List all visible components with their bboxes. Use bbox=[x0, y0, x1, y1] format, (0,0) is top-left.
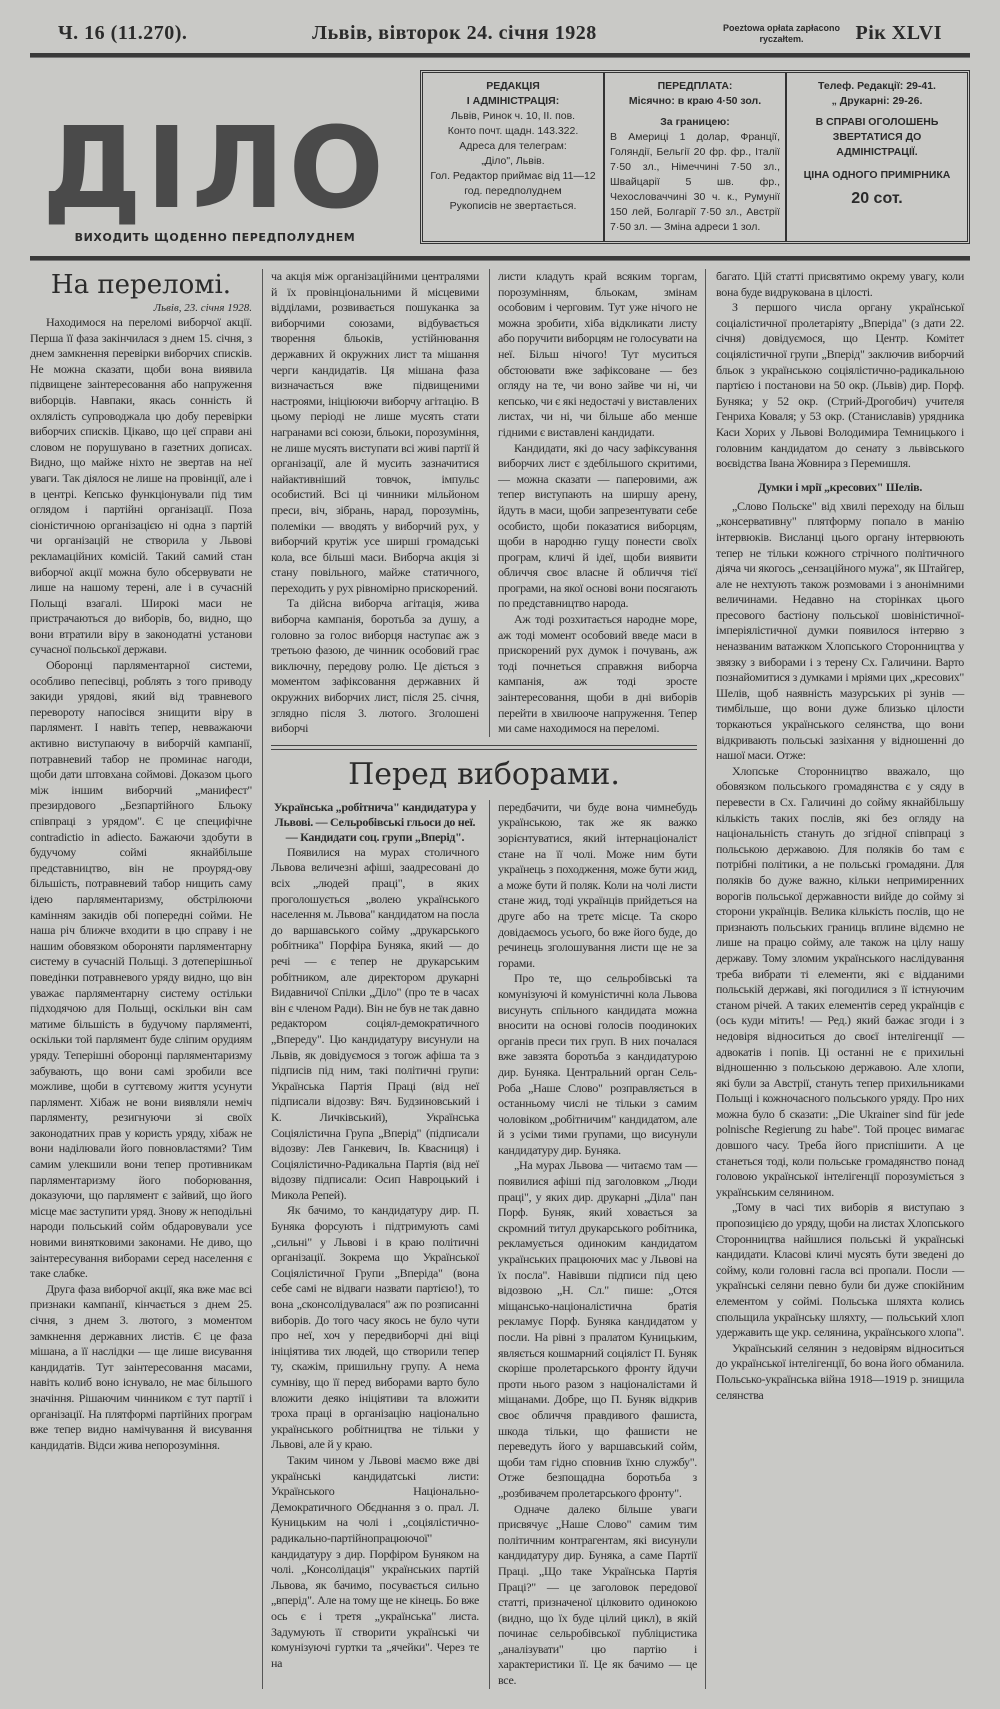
article-body bbox=[30, 315, 252, 1453]
editorial-account: Конто почт. щадн. 143.322. bbox=[447, 125, 579, 137]
column-3-bottom bbox=[489, 800, 697, 1689]
article-title: На переломі. bbox=[50, 270, 232, 300]
paragraph: Кандидати, які до часу зафіксування виборчих лист є здебільшого скритими, — можна сказати — паперовими, аж тепер виступають на ширшу арену, йдуть в маси, щоби запрезентувати себе особисто, щоби показатися виборцям, щоби в народню гущу понести своїх програм, кличі й ідеї, щоби виявити обличчя своє власне й обличчя тієї програми, на якої основі вони посягають по представництво народа. bbox=[498, 440, 697, 611]
newspaper-logo: ДІЛО bbox=[42, 104, 388, 234]
article2-subhead: Українська „робітнича" кандидатура у Львові. — Сельробівські гльоси до неї. — Кандидати соц. групи „Вперід". bbox=[273, 799, 477, 844]
dateline: Львів, вівторок 24. січня 1928 bbox=[312, 22, 597, 44]
masthead-rule bbox=[30, 53, 970, 58]
topline-right bbox=[722, 22, 942, 45]
column-3-top bbox=[489, 269, 697, 737]
paragraph: Появилися на мурах столичного Львова величезні афіші, заадресовані до всіх „людей праці", в яких проголошується „волею українського населення м. Львова" кандидатом на посла до варшавського сойму „друкарського робітника" Порфіра Буняка, який — до речі — є тепер не друкарським робітником, але директором друкарні Видавничої Спілки „Діло" (про те в часах він є членом Ради). Він не був не так давно редактором соціял-демократичного „Впереду". Цю кандидатуру висунули на Львів, як довідуємося з тогож афіша та з підписів під ним, такі політичні групи: Українська Партія Праці (від неї підписали відозву: Вяч. Будзиновський і К. Личківський), Українська Соціялістична Група „Вперід" (підписали відозву: Лев Ганкевич, Ів. Квасниця) і Соціялістично-Радикальна Партія (від неї відозву підписали: Осип Навроцький і Микола Репей). bbox=[271, 844, 479, 1202]
paragraph: Аж тоді розхитається народне море, аж тоді момент особовий введе маси в прискорений рух думок і почувань, аж тоді почнеться справжня виборча кампанія, аж тоді зросте заінтересовання, щоби в дні виборів перейти в хвилюоче напруження. Тепер ми саме находимося на переломі. bbox=[498, 612, 697, 736]
paragraph: „На мурах Львова — читаємо там — появилися афіші під заголовком „Люди праці", у яких дир. друкарні „Діла" пан Порф. Буняк, який ховається за скромний титул друкарського робітника, рекламується одиноким кандидатом українських працюючих мас у Львові на їх посла". Навівши підписи під цею відозвою „Н. Сл." пише: „Отся міщансько-націоналістична братія рекламує Порф. Буняка кандидатом у посли. На рівні з пралатом Куницьким, являється кошмарний соціяліст П. Буняк скоріше пролетарського фронту йдучи проти нього разом з націоналістами й міщанами. Добре, що П. Буняк відкрив своє обличчя правдивого фашиста, шкода тільки, що фашисти не переведуть його у варшавський сойм, щоби там гідно сповнив їхню службу". Отже безпощадна боротьба з „розбивачем пролетарського фронту". bbox=[498, 1158, 697, 1500]
paragraph: Про те, що сельробівські та комунізуючі й комуністичні кола Львова висунуть спільного кандидата можна вносити на основі голосів поодиноких органів преси тих груп. В них почалася вже завзята боротьба з кандидатурою дир. Буняка. Центральний орган Сель-Роба „Наше Слово" розправляється в останньому числі не тільки з самим чоловіком „робітничим" кандидатом, але й з усіми тими групами, що висунули кандидатуру дир. Буняка. bbox=[498, 971, 697, 1157]
paragraph: Хлопське Сторонництво вважало, що обовязком польського громадянства є у сяду в перевести в Сх. Галичині до сойму якнайбільшу кількість таких послів, які без огляду на національність стануть до згідної співпраці з польською державою. Для поляків бо там є потрібні політики, а не польські громадяни. Для поляків бо дуже важно, кільки непримиренних ворогів польської державности вийде до сойму зі сторони українців. Велика кількість послів, що не признають польських границь вплине відємно не лише на працю сойму, але також на цілу нашу державу. Тому зломим українського наслідування треба вибрати ті елементи, які є відданими польській державі, які погодилися з її істнуючим станом річей. А таких елементів серед українців є (ось куди мітить! — Ред.) який бажає згоди і з недовіря відноситься до своєї інтелігенції — адвокатів і попів. Ці останні не є прихильні відношенню з польською державою. Але хлопи, які були за Австрії, стануть тепер прихильниками Польщі і кожночасного польського уряду. Про них можна було б сказати: „Die Ukrainer sind für jede polnische Regierung zu habe". Той процес вимагає довшого часу. Треба його приспішити. А це станеться тоді, коли польське громадянство понад головою української інтелігенції порозуміється з українським селянином. bbox=[716, 763, 964, 1199]
paragraph: ча акція між організаційними централями й їх провінціональними й місцевими відділами, розвивається пошуканка за виборчими союзами, відбувається творення бльоків, устійнювання державних й окружних лист та мішання черги кандидатів. Ця мішана фаза визначається вже підвищеними настроями, ініціюючи виборчу агітацію. В цьому періоді не лише мусять стати награнами всі союзи, бльоки, порозуміння, не лише мусять виступати всі живі партії й організації, але й мусить зазначитися найактивніший товчок, імпульс особистий. Всі ці чинники мільйоном преси, віч, зібрань, нарад, порозумінь, полеміки — вводять у виборчий рух, у виборчий крутіж усе ширші громадські кола, все більші маси. Виборча акція зі стану повільного, майже статичного, переходить у рух рівномірно прискорений. bbox=[271, 269, 479, 595]
tagline: ВИХОДИТЬ ЩОДЕННО ПЕРЕДПОЛУДНЕМ bbox=[74, 231, 356, 244]
subscription-heading: ПЕРЕДПЛАТА: bbox=[657, 80, 733, 92]
paragraph: багато. Цій статті присвятимо окрему увагу, коли вона буде видрукована в цілості. bbox=[716, 269, 964, 299]
abroad-prices: В Америці 1 долар, Франції, Голяндії, Бельгії 20 фр. фр., Італії 7·50 зл., Німеччині 7·50 зл., Швайцарії 5 шв. фр., Чехословаччині 30 ч. к., Румунії 150 лей, Болгарії 7·50 зл., Австрії 7·50 зл. — Зміна адреси 1 зол. bbox=[610, 131, 780, 233]
subscription-monthly: Місячно: в краю 4·50 зол. bbox=[628, 95, 762, 107]
telegram-label: Адреса для телеграм: bbox=[459, 140, 567, 152]
paragraph: „Тому в часі тих виборів я виступаю з пропозицією до уряду, щоби на листах Хлопського Сторонництва найшлися польські й українські кандидати. Класові кличі мусять бути зведені до сойму, коли головні гасла всі пропали. Посли — українські селяни певно були би дуже спокійним елементом у соймі. Польська шляхта колись спольщила українську шляхту, — польський хлоп удержавить ще укр. селянина, українського хлопа". bbox=[716, 1200, 964, 1340]
postage-note: Poeztowa opłata zapłacono ryczałtem. bbox=[722, 22, 841, 44]
section-rule bbox=[271, 745, 697, 750]
middle-columns bbox=[262, 269, 706, 1689]
middle-bottom bbox=[271, 800, 697, 1689]
middle-top bbox=[271, 269, 697, 737]
subscription-info bbox=[605, 73, 787, 241]
masthead-topline bbox=[30, 22, 970, 45]
editorial-info bbox=[423, 73, 605, 241]
editorial-heading2: І АДМІНІСТРАЦІЯ: bbox=[466, 95, 560, 107]
paragraph: Та дійсна виборча агітація, жива виборча кампанія, боротьба за душу, а головно за голос виборця наступає аж з третьою фазою, де чинник особовий грає виключну, передову ролю. Це діється з моментом зафіксовання державних й окружних виборчих лист, після 25. січня, зглядно після 3. лютого. Зголошені виборчі bbox=[271, 596, 479, 736]
paragraph: передбачити, чи буде вона чимнебудь українською, так же як важко зорієнтуватися, який інтернаціоналіст стане на її чолі. Може ним бути українець з походження, може бути жид, а може бути й поляк. Коли на чолі листи стане жид, тоді українців прийдеться на друге або на третє місце. Та скоро довідаємось усього, бо вже його буде, до речинець зголошування листи ще не за горами. bbox=[498, 799, 697, 970]
editorial-heading: РЕДАКЦІЯ bbox=[486, 80, 540, 92]
page-body bbox=[30, 269, 970, 1689]
header-bottom-rule bbox=[30, 256, 970, 261]
manuscripts-note: Рукописів не звертається. bbox=[449, 200, 577, 212]
editorial-address: Львів, Ринок ч. 10, II. пов. bbox=[450, 110, 576, 122]
paragraph: Оборонці парляментарної системи, особливо пепесівці, роблять з того приводу закиди урядові, який від травневого перевороту напосівся знищити віру в парлямент. І навіть тепер, невважаючи активно виступаючу в виборчій кампанії, потравневий табор не проминає нагоди, щоби дати штовхана соймові. Доказом цього між іншим виборчий „манифест" презирдового „Безпартійного Бльоку співпраці з урядом". Є це специфічне contradictio in adiecto. Бажаючи здобути в будучому соймі якнайбільше представництво, він не проуряд-ову більшість, потравневий табор нищить саму ідею парляментаризму, обстрілюючи камінням закидів обі попередні сойми. Не наша річ ближче входити в цю справу і не нашим обовязком обороняти парляментарну систему в сучасній Польщі. З дотеперішньої поведінки потравневого уряду видно, що він уважає парляментарну систему остільки підходячою для Польщі, оскільки він сам матиме більшість в будучому парляменті, оскільки той парлямент буде сліпим орудиям уряду. Теперішні оборонці парляментаризму забувають, що вони самі зробили все можливе, щоби в суттєвому життя усунути парлямент. Хібаж не вони виявляли неміч парляменту, резигнуючи зі своїх законодатних прав у користь уряду, хібаж не вони наділювали його повновластями? Тим самим улекшили вони тепер противникам парляментаризму його поборювання, доказуючи, що парлямент є зайвий, що його місце має заступити уряд. Знову ж неподільні народи польський сойм обдаровували усе новими винятковими законами. Не диво, що заінтересування виборами серед населення є таке слабке. bbox=[30, 658, 252, 1281]
phone-press: „ Друкарні: 29-26. bbox=[831, 95, 923, 107]
paragraph: Таким чином у Львові маємо вже дві українські кандидатські листи: Українського Національно-Демократичного Обєднання з о. прал. Л. Куницьким на чолі і „соціялістично-радикально-партійнопрацюючої" кандидатуру з дир. Порфіром Буняком на чолі. „Консолідація" українських партій Львова, як бачимо, посувається сильно „вперід". Але на тому ще не кінець. Бо вже ось є і третя „українська" листа. Задумують її створити українські чи комунізуючі гуртки та „ячейки". Через те на bbox=[271, 1452, 479, 1670]
column-4 bbox=[716, 269, 964, 1689]
paragraph: Одначе далеко більше уваги присвячує „Наше Слово" самим тим політичним контрагентам, які висунули кандидатуру дир. Буняка, а саме Партії Праці. „Що таке Українська Партія Праці?" — це заголовок передової статті, призначеної цілковито одинокою (видно, що їх буде цілий цикл), в якій починає сельробівської публіцистика „аналізувати" цю партію і характеристики її. Це як бачимо — це все. bbox=[498, 1501, 697, 1688]
column-2-top bbox=[271, 269, 479, 737]
paragraph: Друга фаза виборчої акції, яка вже має всі признаки кампанії, кінчається з днем 25. січня, з днем 3. лютого, з моментом замкнення державних листів. Є це фаза мішана, а її наслідки — ще лише висування кандидатів. Тут заінтересовання масами, навіть колиб воно існувало, не має більшого значіння. Рішаючим чинником є тут партії і організації. На плятформі партійних програм вже тепер видно намічування й висування кандидатів. Відси жива непорозуміння. bbox=[30, 1281, 252, 1452]
issue-number: Ч. 16 (11.270). bbox=[58, 22, 188, 44]
paragraph: Український селянин з недовірям відноситься до української інтелігенції, бо вона його обманила. Польсько-українська війна 1918—1919 р. знищила селянства bbox=[716, 1340, 964, 1402]
column-1 bbox=[30, 269, 252, 1689]
paragraph: З першого числа органу української соціалістичної пролетаріяту „Вперіда" (з дати 22. січня) довідуємося, що Центр. Комітет соціялістичної групи „Вперід" заключив виборчий бльок з українською соціялістично-радикальною партією і постанови на 50 окр. (Львів) дир. Порф. Буняка; у 52 окр. (Стрий-Дрогобич) учителя Генриха Коваля; у 53 окр. (Станиславів) урядника Каси Хорих у Львові Володимира Темницького і головним кандидатом до сенату з львівського воєвідства Івана Жовнира з Перемишля. bbox=[716, 300, 964, 471]
masthead-header bbox=[30, 66, 970, 248]
abroad-heading: За границею: bbox=[660, 116, 730, 128]
contact-info bbox=[787, 73, 967, 241]
info-box bbox=[420, 70, 970, 244]
paragraph: Находимося на переломі виборчої акції. Перша її фаза закінчилася з днем 15. січня, з днем замкнення перевірки виборчих списків. Не можна сказати, щоби вона виявила підвищене заінтересовання або напруження виборців. Навпаки, якась сонність й охлялість супроводжала цю добу перевірки виборчих списків. Цікаво, що цеї справи ані словом не порушувано в газетних дописах. Видно, що майже ніхто не звертав на неї уваги. Так діялося не лише на провінції, але і в центрі. Кепсько функціонували під тим оглядом і партійні організації. Поза сіоністичною організацією ні одна з партій чи організацій не створила у Львові рекламаційних комісій. Такий самий стан виборчої акції можна було обсервувати не лише на нашому терені, але і в сучасній Польщі взагалі. Широкі маси не пристрачаються до виборів, бо, видно, що вони втратили віру в законодатні установи сучасної польської держави. bbox=[30, 315, 252, 657]
phone-editorial: Телеф. Редакції: 29-41. bbox=[818, 80, 936, 92]
column-2-bottom bbox=[271, 800, 479, 1689]
paragraph: „Слово Польске" від хвилі переходу на більш „консервативну" плятформу попало в манію інтервюків. Висланці цього органу інтервюють тепер не тільки кожного стрічного політичного діяча чи якогось „сензаційного мужа", як Штайгер, але не нехтують також розмовами і з анонімними величинами. Недавно на сторінках цього пресового бастіону польської шовіністичної-імперіялістичної думки появилося інтервю з неназваним ватажком Хлопського Сторонництва у звязку з виборами і з терену Сх. Галичини. Варто познайомитися з думками і мріями цих „кресових" Шелів, щоб наявність мазурських рі зунів — тимбільше, що вони дуже близько цілости торкаються українського селянства, що вони відкривають польські зазіхання у відношенні до нашої маси. Отже: bbox=[716, 498, 964, 763]
ads-note: В СПРАВІ ОГОЛОШЕНЬ ЗВЕРТАТИСЯ ДО АДМІНІСТРАЦІЇ. bbox=[815, 116, 939, 158]
logo-block bbox=[30, 70, 400, 244]
article-dateline: Львів, 23. січня 1928. bbox=[153, 302, 252, 314]
editor-hours: Гол. Редактор приймає від 11—12 год. передполуднем bbox=[430, 170, 596, 197]
price-value: 20 сот. bbox=[851, 190, 903, 207]
paragraph: листи кладуть край всяким торгам, порозумінням, бльокам, змінам особовим і черговим. Тут уже нічого не можна зробити, хіба відкликати листу або поручити виборцям не голосувати на неї. Більш нічого! Тут муситься обстоювати вже зафіксоване — без огляду на те, чи воно зайве чи ні, чи кепсько, чи є які недостачі у виставлених листах, чи ні, чи більше або менше гідними є виставлені кандидати. bbox=[498, 269, 698, 439]
article2-title: Перед виборами. bbox=[348, 756, 620, 792]
section-heading: Думки і мрії „кресових" Шелів. bbox=[757, 479, 923, 494]
volume-year: Рік XLVI bbox=[855, 22, 942, 44]
price-label: ЦІНА ОДНОГО ПРИМІРНИКА bbox=[803, 169, 951, 181]
paragraph: Як бачимо, то кандидатуру дир. П. Буняка форсують і підтримують самі „сильні" у Львові і в краю політичні організації. Зокрема що Української Соціялістичної Групи „Вперіда" (вона себе самі не відваги назвати партією!), то вона „сконсолідувалася" аж по розписанні виборів. До того часу якось не було чути про неї, хоч у передвиборчі дні віці ініціятива тих людей, що створили тепер ту, скажім, пришильну групу. А нема сумніву, що її перед виборами варто було вложити деяко ініціятиви та вложити троха праці в організацію національно українського робітництва не тільки у Львові, але й у краю. bbox=[271, 1203, 479, 1452]
telegram-address: „Діло", Львів. bbox=[481, 155, 545, 167]
